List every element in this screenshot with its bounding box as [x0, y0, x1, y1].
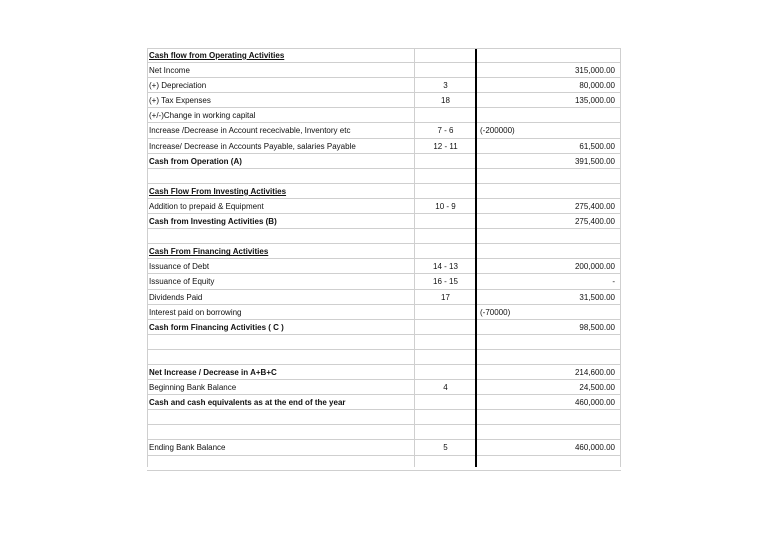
- adjustment-value: [479, 350, 550, 364]
- table-row: [147, 229, 621, 244]
- amount-value: [551, 229, 615, 243]
- adjustment-value: [479, 425, 550, 439]
- note-ref: 17: [441, 292, 450, 302]
- row-label: Net Income: [149, 66, 190, 76]
- note-ref: 18: [441, 96, 450, 106]
- adjustment-value: [479, 259, 550, 273]
- amount-value: [551, 425, 615, 439]
- note-ref: 3: [443, 81, 448, 91]
- adjustment-value: [479, 365, 550, 379]
- note-ref: [415, 48, 476, 62]
- amount-value: [551, 108, 615, 122]
- adjustment-value: [479, 48, 550, 62]
- table-row: [147, 395, 621, 410]
- row-label: [149, 229, 413, 243]
- amount-value: 98,500.00: [579, 322, 615, 332]
- row-label: (+) Tax Expenses: [149, 96, 211, 106]
- amount-value: [551, 123, 615, 137]
- table-row: [147, 93, 621, 108]
- column-divider-thick: [475, 48, 477, 467]
- amount-value: 214,600.00: [574, 367, 615, 377]
- row-label: Increase/ Decrease in Accounts Payable, salaries Payable: [149, 141, 356, 151]
- amount-value: [551, 456, 615, 470]
- adjustment-value: [479, 335, 550, 349]
- amount-value: [551, 305, 615, 319]
- note-ref: [415, 320, 476, 334]
- table-row: [147, 154, 621, 169]
- table-row: [147, 48, 621, 63]
- note-ref: [415, 229, 476, 243]
- note-ref: [415, 184, 476, 198]
- row-label: Cash form Financing Activities ( C ): [149, 322, 284, 332]
- table-border-top: [147, 48, 621, 49]
- amount-value: 275,400.00: [574, 217, 615, 227]
- adjustment-value: [479, 93, 550, 107]
- row-label: Cash Flow From Investing Activities: [149, 186, 287, 196]
- note-ref: [415, 410, 476, 424]
- adjustment-value: (-200000): [480, 126, 515, 136]
- table-row: [147, 365, 621, 380]
- cash-flow-statement-table: [147, 48, 621, 471]
- adjustment-value: (-70000): [480, 307, 511, 317]
- adjustment-value: [479, 63, 550, 77]
- row-label: [149, 350, 413, 364]
- table-row: [147, 259, 621, 274]
- note-ref: [415, 214, 476, 228]
- row-label: [149, 456, 413, 470]
- note-ref: [415, 365, 476, 379]
- note-ref: [415, 350, 476, 364]
- amount-value: [551, 350, 615, 364]
- row-label: Interest paid on borrowing: [149, 307, 242, 317]
- table-row: [147, 199, 621, 214]
- adjustment-value: [479, 290, 550, 304]
- amount-value: [551, 48, 615, 62]
- note-ref: [415, 169, 476, 183]
- table-row: [147, 290, 621, 305]
- row-label: Cash flow from Operating Activities: [149, 51, 285, 60]
- note-ref: 7 - 6: [437, 126, 454, 136]
- table-row: [147, 305, 621, 320]
- row-label: Cash from Operation (A): [149, 156, 242, 166]
- amount-value: 460,000.00: [574, 398, 615, 408]
- note-ref: 4: [443, 383, 448, 393]
- table-row: [147, 410, 621, 425]
- adjustment-value: [479, 154, 550, 168]
- row-label: Increase /Decrease in Account rececivable, Inventory etc: [149, 126, 351, 136]
- amount-value: [551, 244, 615, 258]
- row-label: Net Increase / Decrease in A+B+C: [149, 367, 277, 377]
- amount-value: 31,500.00: [579, 292, 615, 302]
- table-row: [147, 274, 621, 289]
- note-ref: [415, 244, 476, 258]
- table-row: [147, 456, 621, 471]
- row-label: Cash From Financing Activities: [149, 247, 269, 257]
- amount-value: 315,000.00: [574, 66, 615, 76]
- adjustment-value: [479, 244, 550, 258]
- amount-value: 61,500.00: [579, 141, 615, 151]
- table-border-right: [620, 48, 621, 467]
- amount-value: 80,000.00: [579, 81, 615, 91]
- note-ref: [415, 154, 476, 168]
- table-row: [147, 425, 621, 440]
- amount-value: 200,000.00: [574, 262, 615, 272]
- table-row: [147, 244, 621, 259]
- adjustment-value: [479, 139, 550, 153]
- row-label: Ending Bank Balance: [149, 443, 226, 453]
- amount-value: 24,500.00: [579, 383, 615, 393]
- table-row: [147, 184, 621, 199]
- table-row: [147, 63, 621, 78]
- note-ref: [415, 108, 476, 122]
- table-row: [147, 78, 621, 93]
- amount-value: [551, 335, 615, 349]
- amount-value: 275,400.00: [574, 201, 615, 211]
- amount-value: -: [612, 277, 615, 287]
- table-row: [147, 335, 621, 350]
- table-row: [147, 440, 621, 455]
- row-label: Cash and cash equivalents as at the end of the year: [149, 398, 346, 408]
- row-label: [149, 335, 413, 349]
- table-row: [147, 108, 621, 123]
- amount-value: [551, 184, 615, 198]
- adjustment-value: [479, 320, 550, 334]
- row-label: Cash from Investing Activities (B): [149, 217, 277, 227]
- adjustment-value: [479, 229, 550, 243]
- adjustment-value: [479, 184, 550, 198]
- table-row: [147, 350, 621, 365]
- adjustment-value: [479, 199, 550, 213]
- adjustment-value: [479, 274, 550, 288]
- note-ref: [415, 63, 476, 77]
- amount-value: [551, 169, 615, 183]
- adjustment-value: [479, 78, 550, 92]
- note-ref: 14 - 13: [433, 262, 458, 272]
- row-label: Issuance of Equity: [149, 277, 215, 287]
- row-label: Dividends Paid: [149, 292, 203, 302]
- amount-value: 135,000.00: [574, 96, 615, 106]
- note-ref: 10 - 9: [435, 201, 456, 211]
- note-ref: [415, 425, 476, 439]
- note-ref: 12 - 11: [433, 141, 458, 151]
- adjustment-value: [479, 410, 550, 424]
- table-row: [147, 320, 621, 335]
- row-label: Issuance of Debt: [149, 262, 210, 272]
- adjustment-value: [479, 395, 550, 409]
- row-label: [149, 410, 413, 424]
- table-row: [147, 139, 621, 154]
- note-ref: 5: [443, 443, 448, 453]
- adjustment-value: [479, 169, 550, 183]
- table-border-left: [147, 48, 148, 467]
- adjustment-value: [479, 214, 550, 228]
- amount-value: 460,000.00: [574, 443, 615, 453]
- adjustment-value: [479, 380, 550, 394]
- note-ref: 16 - 15: [433, 277, 458, 287]
- amount-value: [551, 410, 615, 424]
- table-row: [147, 214, 621, 229]
- adjustment-value: [479, 456, 550, 470]
- row-label: [149, 169, 413, 183]
- row-label: (+) Depreciation: [149, 81, 207, 91]
- note-ref: [415, 335, 476, 349]
- table-row: [147, 380, 621, 395]
- note-ref: [415, 456, 476, 470]
- note-ref: [415, 305, 476, 319]
- adjustment-value: [479, 440, 550, 454]
- note-ref: [415, 395, 476, 409]
- adjustment-value: [479, 108, 550, 122]
- row-label: [149, 425, 413, 439]
- row-label: Beginning Bank Balance: [149, 383, 237, 393]
- amount-value: 391,500.00: [574, 156, 615, 166]
- table-row: [147, 169, 621, 184]
- column-divider-notes: [414, 48, 415, 467]
- row-label: (+/-)Change in working capital: [149, 111, 256, 121]
- row-label: Addition to prepaid & Equipment: [149, 201, 264, 211]
- table-row: [147, 123, 621, 138]
